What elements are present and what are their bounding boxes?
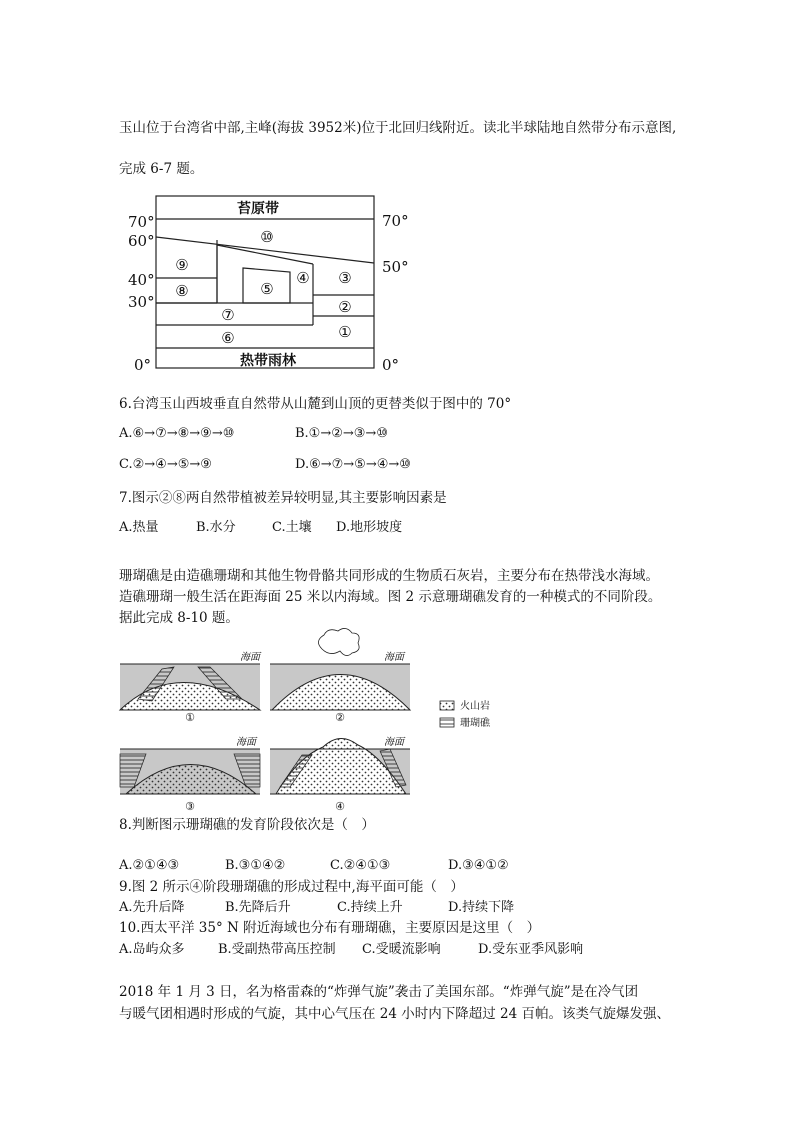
lat-left-60: 60°: [128, 232, 155, 250]
lat-left-70: 70°: [128, 213, 155, 231]
q9-option-b[interactable]: B.先降后升: [225, 900, 291, 915]
passage2-line3: 据此完成 8-10 题。: [119, 610, 239, 626]
lat-left-40: 40°: [128, 271, 155, 289]
panel-3-diagram: [120, 736, 260, 813]
sea-level-label-2: 海面: [384, 652, 404, 663]
q7-stem: 7.图示②⑧两自然带植被差异较明显,其主要影响因素是: [119, 490, 447, 506]
panel-4-number: ④: [335, 800, 345, 813]
passage2-line1: 珊瑚礁是由造礁珊瑚和其他生物骨骼共同形成的生物质石灰岩，主要分布在热带浅水海域。: [119, 568, 659, 584]
legend-volcanic-label: 火山岩: [460, 701, 490, 712]
lat-right-50: 50°: [382, 258, 409, 276]
q6-stem: 6.台湾玉山西坡垂直自然带从山麓到山顶的更替类似于图中的 70°: [119, 396, 512, 412]
q7-option-d[interactable]: D.地形坡度: [336, 520, 403, 535]
q9-stem: 9.图 2 所示④阶段珊瑚礁的形成过程中,海平面可能（ ）: [119, 879, 464, 895]
lat-right-70: 70°: [382, 212, 409, 230]
zone-9: ⑨: [175, 256, 189, 274]
q8-option-c[interactable]: C.②④①③: [330, 858, 391, 873]
coral-reef-diagram: [118, 627, 508, 815]
q8-stem: 8.判断图示珊瑚礁的发育阶段依次是（ ）: [119, 817, 375, 833]
zone-7: ⑦: [221, 306, 235, 324]
q8-option-b[interactable]: B.③①④②: [225, 858, 286, 873]
q6-option-a[interactable]: A.⑥→⑦→⑧→⑨→⑩: [119, 426, 235, 441]
q9-option-a[interactable]: A.先升后降: [119, 900, 185, 915]
tundra-label: 苔原带: [237, 201, 279, 217]
sea-level-label-4: 海面: [384, 737, 404, 748]
panel-4-diagram: [270, 736, 410, 813]
q10-option-c[interactable]: C.受暖流影响: [362, 942, 441, 957]
q10-option-d[interactable]: D.受东亚季风影响: [478, 942, 584, 957]
lat-left-0: 0°: [134, 356, 152, 374]
zone-6: ⑥: [221, 329, 235, 347]
q8-option-d[interactable]: D.③④①②: [448, 858, 509, 873]
q10-option-b[interactable]: B.受副热带高压控制: [218, 942, 336, 957]
q7-option-b[interactable]: B.水分: [196, 520, 236, 535]
legend-volcanic-swatch: [440, 701, 454, 710]
panel-1-diagram: [120, 651, 262, 724]
tropical-rainforest-label: 热带雨林: [240, 353, 296, 369]
q9-option-d[interactable]: D.持续下降: [448, 900, 515, 915]
passage3-line1: 2018 年 1 月 3 日，名为格雷森的“炸弹气旋”袭击了美国东部。“炸弹气旋”是在冷气团: [119, 984, 639, 1000]
panel-2-diagram: [270, 628, 410, 724]
natural-zone-diagram: [118, 188, 418, 378]
passage1-line1: 玉山位于台湾省中部,主峰(海拔 3952米)位于北回归线附近。读北半球陆地自然带分布示意图,: [119, 120, 677, 136]
passage1-line2: 完成 6-7 题。: [119, 161, 204, 177]
zone-4: ④: [296, 269, 310, 287]
q6-option-d[interactable]: D.⑥→⑦→⑤→④→⑩: [295, 457, 411, 472]
lat-left-30: 30°: [128, 293, 155, 311]
panel-2-number: ②: [335, 711, 345, 724]
sea-level-label-3: 海面: [236, 737, 256, 748]
q8-option-a[interactable]: A.②①④③: [119, 858, 180, 873]
sea-level-label-1: 海面: [240, 652, 260, 663]
legend: [440, 699, 491, 729]
zone-8: ⑧: [175, 282, 189, 300]
q7-option-c[interactable]: C.土壤: [272, 520, 312, 535]
q10-option-a[interactable]: A.岛屿众多: [119, 942, 185, 957]
legend-coral-swatch: [440, 718, 454, 727]
legend-coral-label: 珊瑚礁: [460, 718, 490, 729]
q10-stem: 10.西太平洋 35° N 附近海域也分布有珊瑚礁，主要原因是这里（ ）: [119, 920, 541, 936]
panel-1-number: ①: [185, 711, 195, 724]
panel-3-number: ③: [185, 800, 195, 813]
zone-1: ①: [338, 323, 352, 341]
passage3-line2: 与暖气团相遇时形成的气旋，其中心气压在 24 小时内下降超过 24 百帕。该类气旋爆发强、: [119, 1006, 671, 1022]
passage2-line2: 造礁珊瑚一般生活在距海面 25 米以内海域。图 2 示意珊瑚礁发育的一种模式的不同阶段。: [119, 589, 662, 605]
zone-5: ⑤: [260, 280, 274, 298]
lat-right-0: 0°: [382, 356, 400, 374]
q7-option-a[interactable]: A.热量: [119, 520, 159, 535]
zone-3: ③: [338, 269, 352, 287]
q9-option-c[interactable]: C.持续上升: [337, 900, 403, 915]
q6-option-c[interactable]: C.②→④→⑤→⑨: [119, 457, 212, 472]
q6-option-b[interactable]: B.①→②→③→⑩: [295, 426, 388, 441]
zone-10: ⑩: [260, 228, 274, 246]
zone-2: ②: [338, 298, 352, 316]
